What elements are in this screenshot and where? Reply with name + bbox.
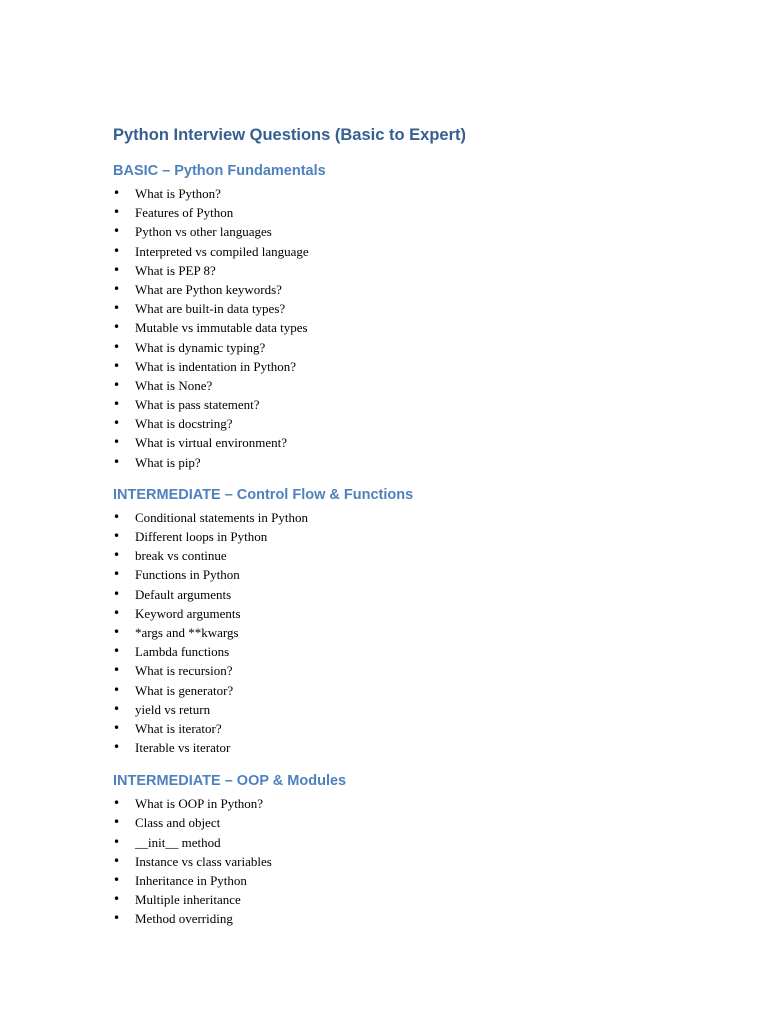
list-item-text: What is pip? [135,454,201,470]
bullet-icon: • [113,454,121,469]
bullet-icon: • [113,605,121,620]
list-item-text: Functions in Python [135,567,240,583]
bullet-icon: • [113,834,121,849]
list-item [113,642,713,661]
list-item [113,222,713,241]
bullet-icon: • [113,663,121,678]
bullet-icon: • [113,701,121,716]
list-item-text: Iterable vs iterator [135,740,231,756]
section-intermediate-control-flow [113,485,713,757]
list-item-text: What is dynamic typing? [135,339,266,355]
list-item-text: Features of Python [135,205,234,221]
list-item [113,318,713,337]
bullet-icon: • [113,301,121,316]
list-item [113,242,713,261]
list-item [113,299,713,318]
bullet-icon: • [113,682,121,697]
list-item [113,681,713,700]
bullet-icon: • [113,567,121,582]
list-item [113,890,713,909]
bullet-icon: • [113,224,121,239]
bullet-icon: • [113,911,121,926]
list-item-text: Interpreted vs compiled language [135,243,309,259]
bullet-icon: • [113,815,121,830]
list-item [113,909,713,928]
list-item [113,414,713,433]
list-item [113,871,713,890]
bullet-icon: • [113,262,121,277]
list-item-text: What is iterator? [135,720,222,736]
list-item-text: What is indentation in Python? [135,358,297,374]
section-heading: INTERMEDIATE – OOP & Modules [113,773,347,790]
list-item [113,261,713,280]
bullet-icon: • [113,740,121,755]
list-item-text: What is PEP 8? [135,262,216,278]
section-intermediate-oop [113,771,713,928]
bullet-icon: • [113,320,121,335]
list-item [113,376,713,395]
list-item [113,833,713,852]
bullet-icon: • [113,416,121,431]
list-item-text: What is docstring? [135,416,233,432]
list-item [113,813,713,832]
list-item-text: Default arguments [135,586,232,602]
list-item-text: *args and **kwargs [135,624,239,640]
bullet-icon: • [113,624,121,639]
document-content [113,124,713,929]
list-item-text: What is None? [135,377,213,393]
list-item-text: Different loops in Python [135,529,268,544]
bullet-icon: • [113,892,121,907]
list-item-text: What is pass statement? [135,397,260,413]
section-heading: BASIC – Python Fundamentals [113,163,326,179]
bullet-icon: • [113,796,121,811]
list-item-text: Class and object [135,815,221,831]
bullet-icon: • [113,358,121,373]
list-item [113,395,713,414]
list-item-text: What is Python? [135,186,221,201]
list-item [113,527,713,546]
bullet-icon: • [113,586,121,601]
bullet-icon: • [113,720,121,735]
bullet-icon: • [113,281,121,296]
list-item-text: What is generator? [135,682,234,698]
list-item-text: What is virtual environment? [135,435,287,451]
list-item-text: Method overriding [135,911,233,927]
question-list [113,184,713,472]
bullet-icon: • [113,205,121,220]
list-item [113,565,713,584]
section-heading: INTERMEDIATE – Control Flow & Functions [113,486,414,503]
document-title: Python Interview Questions (Basic to Expert) [113,126,466,144]
list-item [113,700,713,719]
bullet-icon: • [113,873,121,887]
bullet-icon: • [113,397,121,412]
list-item [113,338,713,357]
list-item [113,719,713,738]
list-item-text: break vs continue [135,548,227,564]
bullet-icon: • [113,377,121,392]
list-item-text: __init__ method [135,834,221,850]
list-item-text: Multiple inheritance [135,892,241,908]
list-item-text: What are Python keywords? [135,281,282,297]
list-item-text: Lambda functions [135,644,230,660]
list-item [113,453,713,472]
list-item [113,203,713,222]
list-item [113,357,713,376]
bullet-icon: • [113,509,121,524]
list-item-text: Conditional statements in Python [135,509,308,525]
list-item-text: yield vs return [135,701,211,717]
list-item [113,604,713,623]
list-item [113,585,713,604]
bullet-icon: • [113,243,121,258]
list-item [113,661,713,680]
list-item-text: Keyword arguments [135,605,241,621]
bullet-icon: • [113,644,121,659]
list-item [113,184,713,203]
bullet-icon: • [113,339,121,354]
question-list [113,794,713,928]
list-item-text: Python vs other languages [135,224,272,240]
list-item [113,508,713,527]
list-item [113,738,713,757]
list-item-text: What is recursion? [135,663,233,679]
bullet-icon: • [113,186,121,200]
list-item-text: Instance vs class variables [135,853,272,869]
section-basic-fundamentals [113,161,713,472]
list-item-text: What are built-in data types? [135,301,286,317]
list-item [113,280,713,299]
list-item-text: Mutable vs immutable data types [135,320,308,336]
list-item-text: What is OOP in Python? [135,796,264,812]
list-item [113,852,713,871]
bullet-icon: • [113,435,121,450]
question-list [113,508,713,757]
list-item [113,433,713,452]
list-item [113,623,713,642]
list-item [113,794,713,813]
bullet-icon: • [113,529,121,543]
bullet-icon: • [113,853,121,868]
list-item [113,546,713,565]
bullet-icon: • [113,548,121,563]
list-item-text: Inheritance in Python [135,873,247,888]
